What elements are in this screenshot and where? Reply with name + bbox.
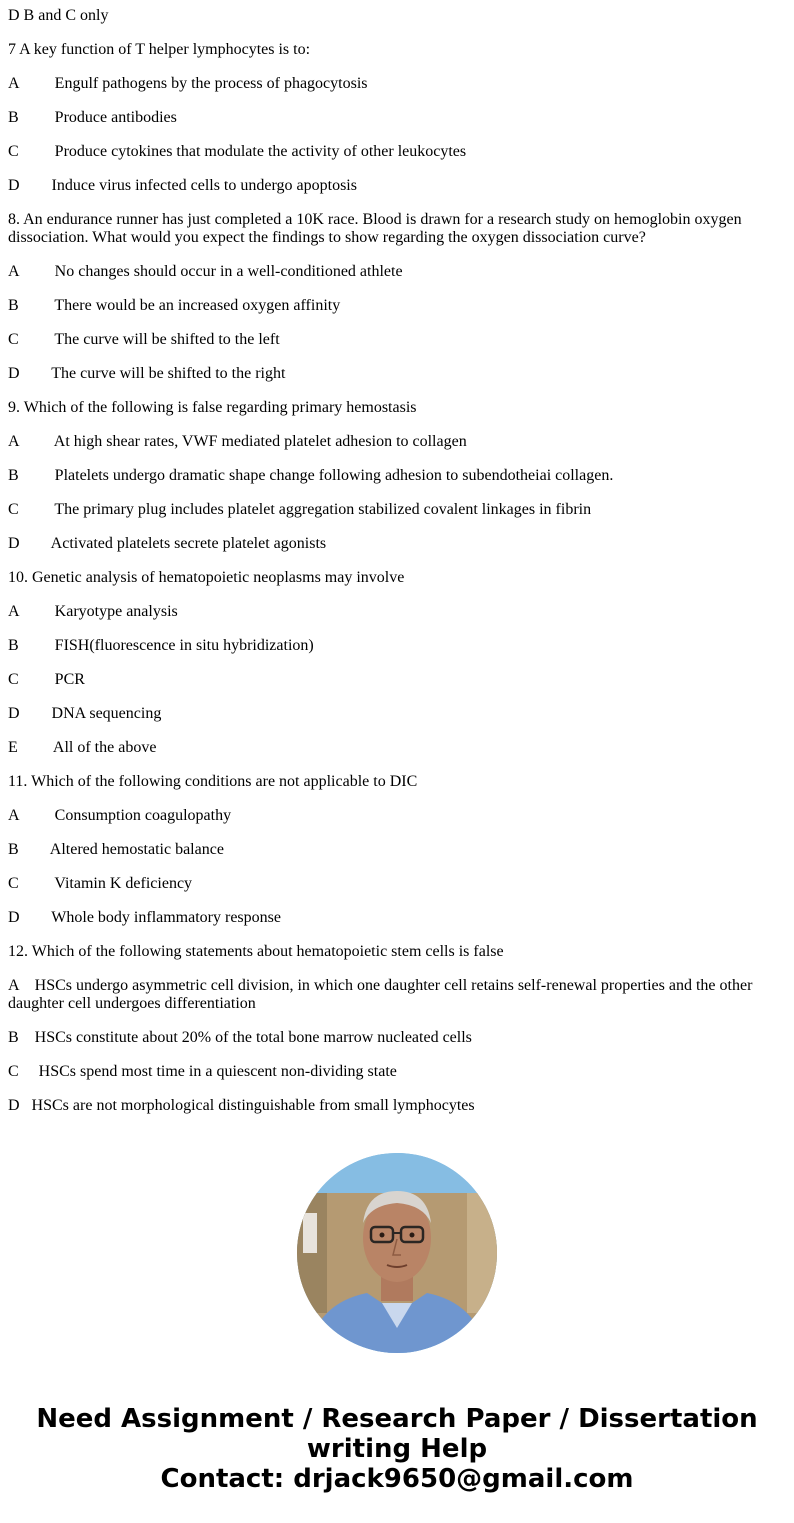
question-11-option-b: B Altered hemostatic balance (8, 841, 224, 858)
question-11-stem: 11. Which of the following conditions are not applicable to DIC (8, 773, 418, 790)
question-12-option-c: C HSCs spend most time in a quiescent non-dividing state (8, 1063, 397, 1080)
question-10-option-a: A Karyotype analysis (8, 603, 178, 620)
footer-banner (0, 1404, 794, 1494)
question-9-option-a: A At high shear rates, VWF mediated platelet adhesion to collagen (8, 433, 467, 450)
question-8-option-a: A No changes should occur in a well-conditioned athlete (8, 263, 403, 280)
question-7-option-b: B Produce antibodies (8, 109, 177, 126)
question-10-option-c: C PCR (8, 671, 85, 688)
question-11-option-a: A Consumption coagulopathy (8, 807, 232, 824)
question-10-stem: 10. Genetic analysis of hematopoietic neoplasms may involve (8, 569, 405, 586)
question-10-option-e: E All of the above (8, 739, 157, 756)
author-avatar (297, 1153, 497, 1353)
footer-contact: Contact: drjack9650@gmail.com (160, 1464, 634, 1494)
question-9-option-c: C The primary plug includes platelet aggregation stabilized covalent linkages in fibrin (8, 501, 592, 518)
question-8-option-d: D The curve will be shifted to the right (8, 365, 286, 382)
prev-answer: D B and C only (8, 7, 109, 24)
footer-line-2: writing Help (306, 1434, 488, 1464)
footer-line-1: Need Assignment / Research Paper / Dissertation (36, 1404, 758, 1434)
question-8-option-c: C The curve will be shifted to the left (8, 331, 280, 348)
question-12-option-b: B HSCs constitute about 20% of the total bone marrow nucleated cells (8, 1029, 472, 1046)
question-12-stem: 12. Which of the following statements about hematopoietic stem cells is false (8, 943, 504, 960)
question-7-option-d: D Induce virus infected cells to undergo apoptosis (8, 177, 357, 194)
question-10-option-b: B FISH(fluorescence in situ hybridization) (8, 637, 314, 654)
question-7-option-a: A Engulf pathogens by the process of phagocytosis (8, 75, 368, 92)
question-8-option-b: B There would be an increased oxygen affinity (8, 297, 341, 314)
question-8-stem: 8. An endurance runner has just completed a 10K race. Blood is drawn for a research study on hemoglobin oxygen dissociation. What would you expect the findings to show regarding the oxygen dissociation curve? (8, 211, 742, 246)
question-12-option-a: A HSCs undergo asymmetric cell division, in which one daughter cell retains self-renewal properties and the other daughter cell undergoes differentiation (8, 977, 757, 1012)
question-9-stem: 9. Which of the following is false regarding primary hemostasis (8, 399, 417, 416)
question-11-option-c: C Vitamin K deficiency (8, 875, 193, 892)
question-10-option-d: D DNA sequencing (8, 705, 162, 722)
question-12-option-d: D HSCs are not morphological distinguishable from small lymphocytes (8, 1097, 475, 1114)
question-9-option-b: B Platelets undergo dramatic shape change following adhesion to subendotheiai collagen. (8, 467, 614, 484)
question-9-option-d: D Activated platelets secrete platelet agonists (8, 535, 327, 552)
question-7-option-c: C Produce cytokines that modulate the activity of other leukocytes (8, 143, 467, 160)
author-portrait-image (297, 1153, 497, 1353)
question-11-option-d: D Whole body inflammatory response (8, 909, 281, 926)
question-7-stem: 7 A key function of T helper lymphocytes is to: (8, 41, 311, 58)
